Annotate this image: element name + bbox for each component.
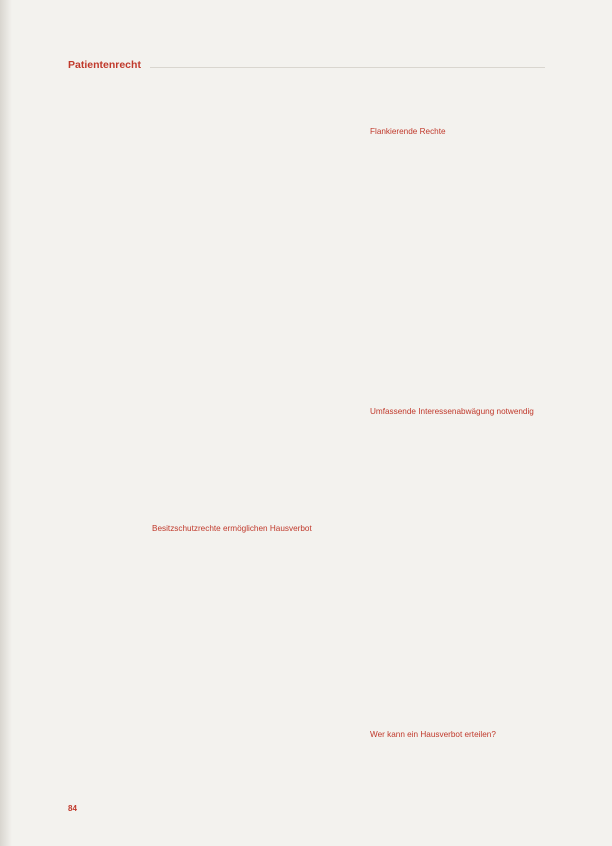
section-heading: Flankierende Rechte <box>370 127 446 136</box>
page-number: 84 <box>68 804 77 813</box>
section-heading: Besitzschutzrechte ermöglichen Hausverbot <box>152 524 312 533</box>
page-edge-shadow <box>0 0 12 846</box>
section-label: Patientenrecht <box>68 59 141 71</box>
section-heading: Wer kann ein Hausverbot erteilen? <box>370 730 496 739</box>
section-heading: Umfassende Interessenabwägung notwendig <box>370 407 534 416</box>
header-rule <box>150 67 545 68</box>
